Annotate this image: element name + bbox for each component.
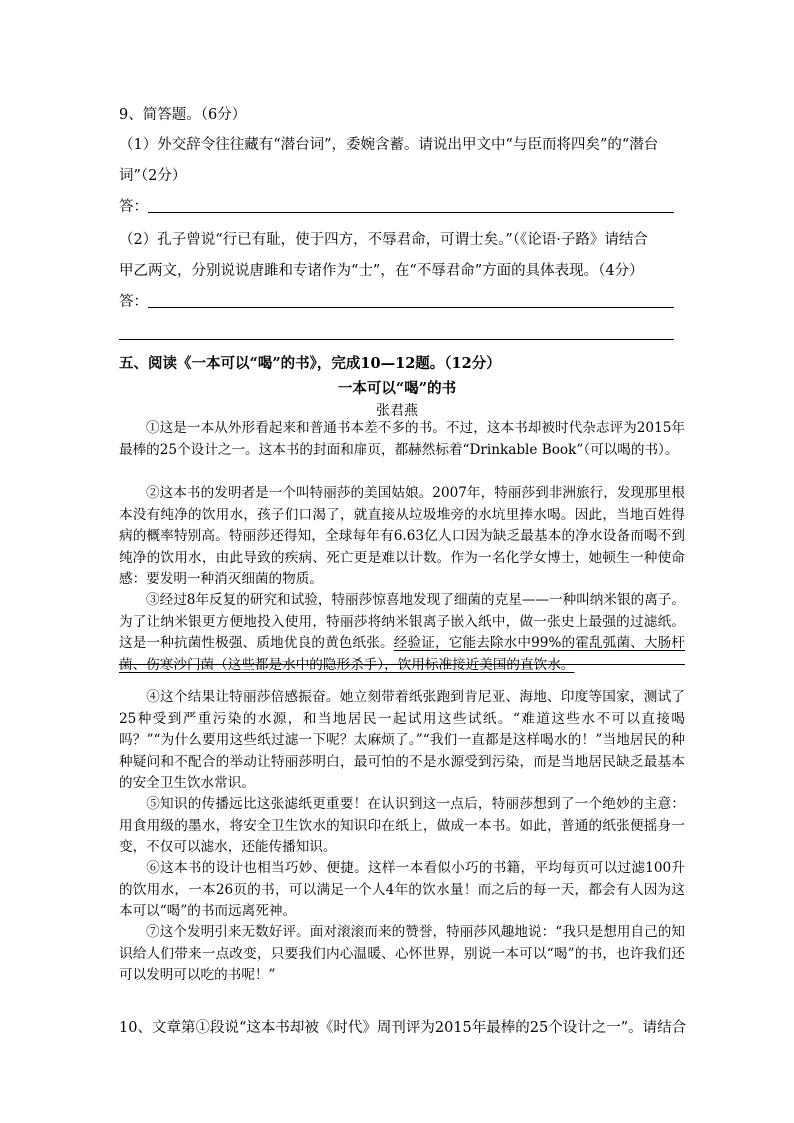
paragraph-6: ⑥这本书的设计也相当巧妙、便捷。这样一本看似小巧的书籍，平均每页可以过滤100升的饮用水，一本26页的书，可以满足一个人4年的饮水量！而之后的每一天，都会有人因为这本可以“喝”的书而远离死神。 <box>119 860 685 919</box>
article-author: 张君燕 <box>376 403 418 419</box>
underlined-sentence: 经验证，它能去除水中99%的霍乱弧菌、大肠杆菌、伤寒沙门菌（这些都是水中的隐形杀手），饮用标准接近美国的直饮水。 <box>119 635 686 673</box>
paragraph-1: ①这是一本从外形看起来和普通书本差不多的书。不过，这本书却被时代杂志评为2015年最棒的25个设计之一。这本书的封面和扉页，都赫然标着“Drinkable Book”（可以喝的书）。 <box>119 420 685 458</box>
article-title: 一本可以“喝”的书 <box>337 380 457 397</box>
q9-header: 9、简答题。（6分） <box>119 107 247 123</box>
q9-part2-line2: 甲乙两文，分别说说唐雎和专诸作为“士”，在“不辱君命”方面的具体表现。（4分） <box>119 263 644 279</box>
section-heading: 五、阅读《一本可以“喝”的书》，完成10—12题。（12分） <box>119 355 501 372</box>
underline-rule <box>119 664 685 665</box>
q9-part1-line2: 词”（2分） <box>119 168 187 184</box>
q9-answer-label-2: 答： <box>119 294 148 310</box>
q9-part2-line1: （2）孔子曾说“行已有耻，使于四方，不辱君命，可谓士矣。”（《论语·子路》请结合 <box>119 232 648 248</box>
q9-part1-line1: （1）外交辞令往往藏有“潜台词”，委婉含蓄。请说出甲文中“与臣而将四矣”的“潜台 <box>119 137 659 153</box>
paragraph-5: ⑤知识的传播远比这张滤纸更重要！在认识到这一点后，特丽莎想到了一个绝妙的主意：用食用级的墨水，将安全卫生饮水的知识印在纸上，做成一本书。如此，普通的纸张便摇身一变，不仅可以滤水，还能传播知识。 <box>119 796 685 855</box>
paragraph-4: ④这个结果让特丽莎倍感振奋。她立刻带着纸张跑到肯尼亚、海地、印度等国家，测试了25种受到严重污染的水源，和当地居民一起试用这些试纸。“难道这些水不可以直接喝吗？”“为什么要用这些纸过滤一下呢？太麻烦了。”“我们一直都是这样喝水的！”当地居民的种种疑问和不配合的举动让特丽莎明白，最可怕的不是水源受到污染，而是当地居民缺乏最基本的安全卫生饮水常识。 <box>119 689 685 791</box>
answer-line[interactable] <box>148 307 674 308</box>
q10-line1: 10、文章第①段说“这本书却被《时代》周刊评为2015年最棒的25个设计之一”。请结合 <box>119 1020 687 1036</box>
answer-line[interactable] <box>148 212 674 213</box>
q9-answer-label-1: 答： <box>119 199 148 215</box>
paragraph-3: ③经过8年反复的研究和试验，特丽莎惊喜地发现了细菌的克星——一种叫纳米银的离子。为了让纳米银更方便地投入使用，特丽莎将纳米银离子嵌入纸中，做一张史上最强的过滤纸。这是一种抗菌性极强、质地优良的黄色纸张。经验证，它能去除水中99%的霍乱弧菌、大肠杆菌、伤寒沙门菌（这些都是水中的隐形杀手），饮用标准接近美国的直饮水。 <box>119 592 686 673</box>
answer-line[interactable] <box>119 339 674 340</box>
paragraph-2: ②这本书的发明者是一个叫特丽莎的美国姑娘。2007年，特丽莎到非洲旅行，发现那里根本没有纯净的饮用水，孩子们口渴了，就直接从垃圾堆旁的水坑里捧水喝。因此，当地百姓得病的概率特别高。特丽莎还得知，全球每年有6.63亿人口因为缺乏最基本的净水设备而喝不到纯净的饮用水，由此导致的疾病、死亡更是难以计数。作为一名化学女博士，她顿生一种使命感：要发明一种消灭细菌的物质。 <box>119 485 685 587</box>
paragraph-7: ⑦这个发明引来无数好评。面对滚滚而来的赞誉，特丽莎风趣地说：“我只是想用自己的知识给人们带来一点改变，只要我们内心温暖、心怀世界，别说一本可以“喝”的书，也许我们还可以发明可以吃的书呢！” <box>119 924 685 983</box>
